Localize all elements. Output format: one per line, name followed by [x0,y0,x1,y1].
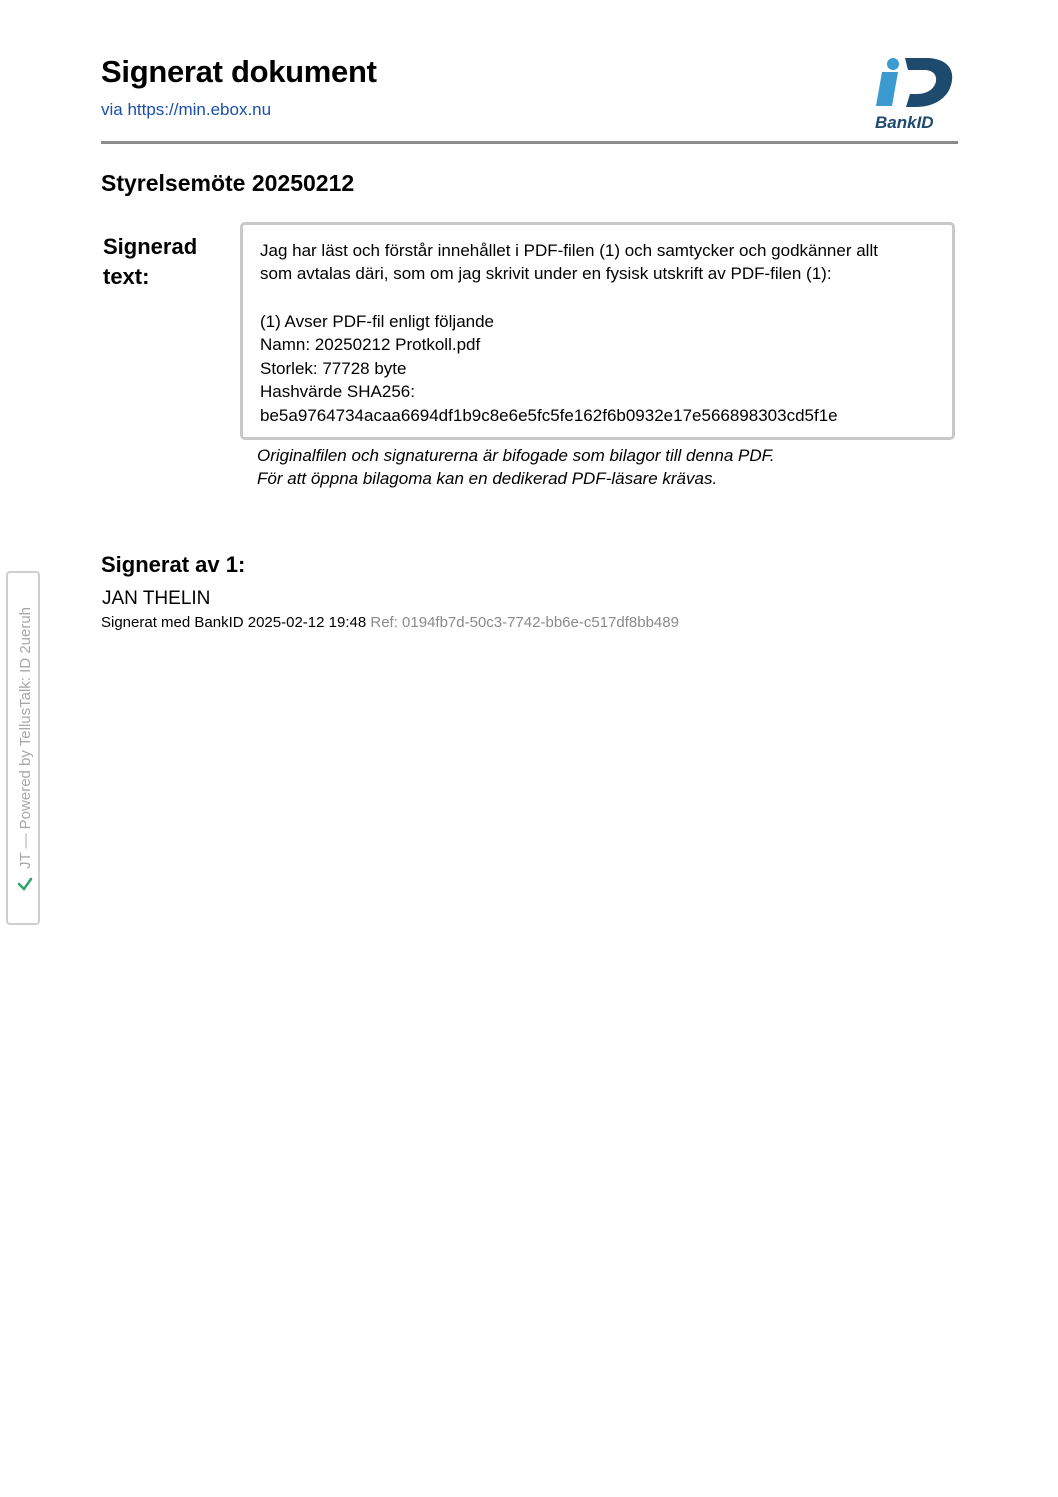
signed-text-line: Storlek: 77728 byte [260,359,407,378]
side-verification-tag [6,571,40,925]
bankid-logo-icon [868,54,958,134]
bankid-logo [868,54,958,134]
signers-heading: Signerat av 1: [101,552,246,577]
signed-text-line: Hashvärde SHA256: [260,382,415,401]
page-title: Signerat dokument [101,54,377,89]
hash-value: be5a9764734acaa6694df1b9c8e6e5fc5fe162f6b0932e17e566898303cd5f1e [260,406,838,425]
signed-text-line: Jag har läst och förstår innehållet i PDF-filen (1) och samtycker och godkänner allt [260,241,878,260]
signed-text-line: som avtalas däri, som om jag skrivit under en fysisk utskrift av PDF-filen (1): [260,264,832,283]
signed-text-line: (1) Avser PDF-fil enligt följande [260,312,495,331]
signed-text-label: Signerad text: [103,234,198,289]
signer-ref: 0194fb7d-50c3-7742-bb6e-c517df8bb489 [402,614,679,631]
signer-timestamp: 2025-02-12 19:48 [247,614,367,631]
attachment-note: För att öppna bilagoma kan en dedikerad PDF-läsare krävas. [257,469,718,488]
signed-text-line: Namn: 20250212 Protkoll.pdf [260,335,481,354]
side-tag-text: JT — Powered by TellusTalk: ID 2ueruh [16,606,34,870]
tellustalk-check-icon [16,875,34,893]
via-link[interactable]: via https://min.ebox.nu [101,100,272,119]
header-divider [101,141,958,144]
signed-text-box [240,222,955,440]
signer-method: Signerat med BankID [101,614,244,631]
bankid-logo-text: BankID [875,113,934,132]
signer-ref-label: Ref: [370,614,398,631]
attachment-note: Originalfilen och signaturerna är bifogade som bilagor till denna PDF. [257,446,775,465]
signer-name: JAN THELIN [102,588,211,609]
signer-meta [101,614,679,631]
document-title: Styrelsemöte 20250212 [101,170,355,196]
